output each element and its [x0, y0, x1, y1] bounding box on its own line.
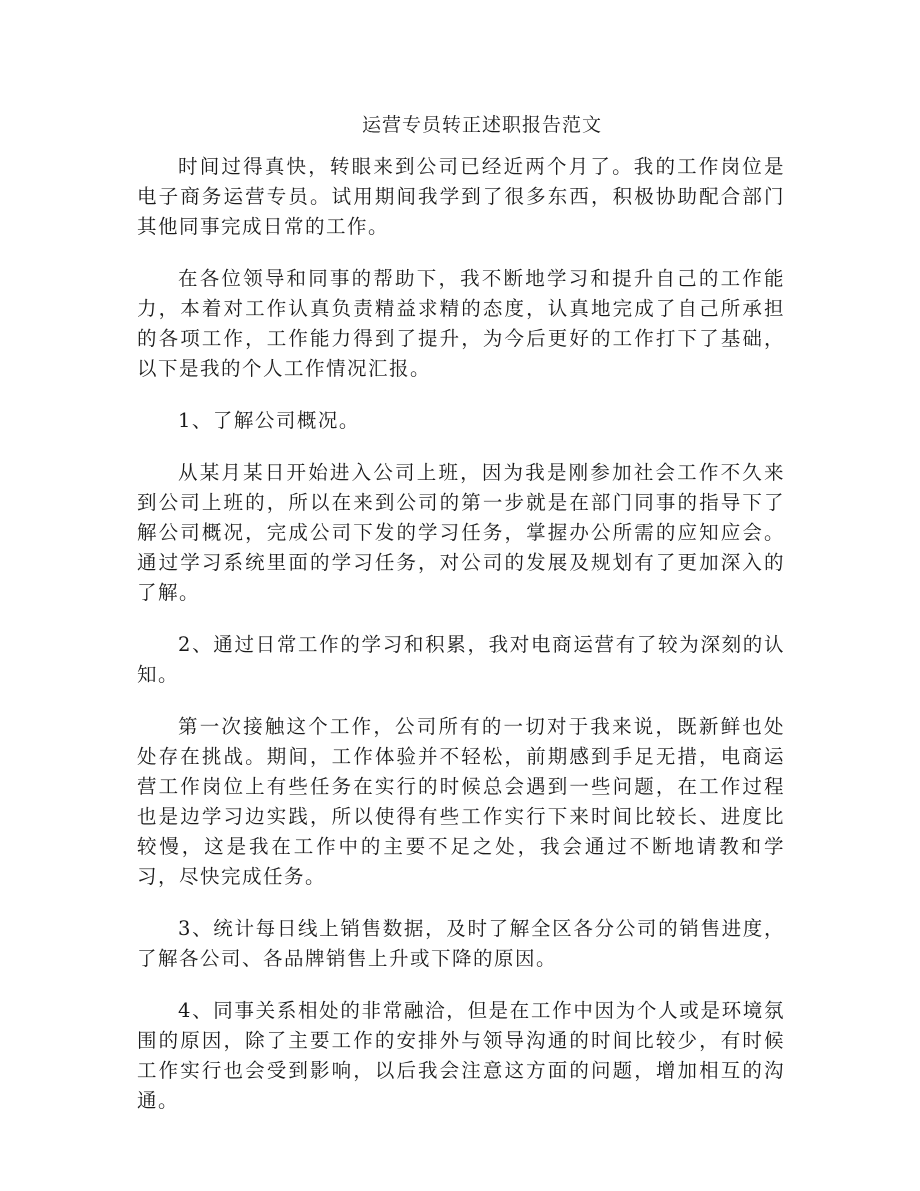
paragraph-item-3: 3、统计每日线上销售数据，及时了解全区各分公司的销售进度，了解各公司、各品牌销售上升或下降的原因。: [137, 917, 785, 970]
paragraph-item-4: 4、同事关系相处的非常融洽，但是在工作中因为个人或是环境氛围的原因，除了主要工作的安排外与领导沟通的时间比较少，有时候工作实行也会受到影响，以后我会注意这方面的问题，增加相互的沟通。: [137, 999, 785, 1112]
paragraph-item-1-body: 从某月某日开始进入公司上班，因为我是刚参加社会工作不久来到公司上班的，所以在来到公司的第一步就是在部门同事的指导下了解公司概况，完成公司下发的学习任务，掌握办公所需的应知应会。通过学习系统里面的学习任务，对公司的发展及规划有了更加深入的了解。: [137, 461, 785, 604]
document-title: 运营专员转正述职报告范文: [361, 114, 602, 136]
paragraph-summary: 在各位领导和同事的帮助下，我不断地学习和提升自己的工作能力，本着对工作认真负责精益求精的态度，认真地完成了自己所承担的各项工作，工作能力得到了提升，为今后更好的工作打下了基础，以下是我的个人工作情况汇报。: [137, 267, 785, 380]
paragraph-item-2-heading: 2、通过日常工作的学习和积累，我对电商运营有了较为深刻的认知。: [137, 633, 785, 686]
document-body: [137, 152, 785, 1138]
paragraph-item-2-body: 第一次接触这个工作，公司所有的一切对于我来说，既新鲜也处处存在挑战。期间，工作体验并不轻松，前期感到手足无措，电商运营工作岗位上有些任务在实行的时候总会遇到一些问题，在工作过程也是边学习边实践，所以使得有些工作实行下来时间比较长、进度比较慢，这是我在工作中的主要不足之处，我会通过不断地请教和学习，尽快完成任务。: [137, 715, 785, 888]
paragraph-intro: 时间过得真快，转眼来到公司已经近两个月了。我的工作岗位是电子商务运营专员。试用期间我学到了很多东西，积极协助配合部门其他同事完成日常的工作。: [137, 155, 785, 238]
paragraph-item-1-heading: 1、了解公司概况。: [178, 409, 360, 432]
